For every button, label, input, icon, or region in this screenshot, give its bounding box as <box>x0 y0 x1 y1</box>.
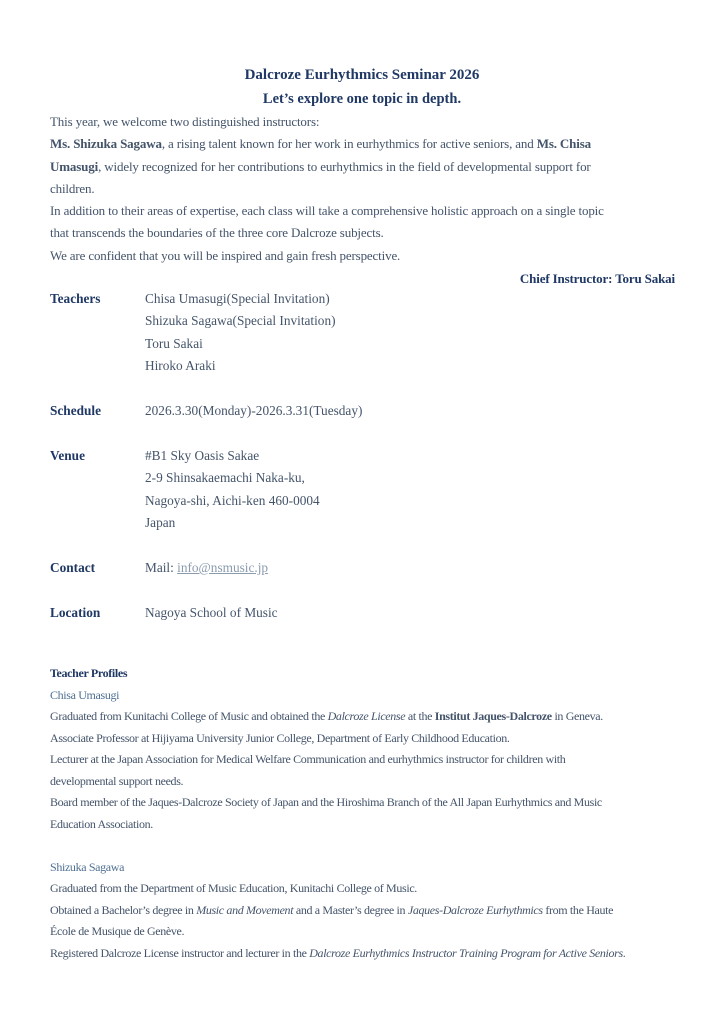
info-table <box>50 288 362 624</box>
text-run: Mail: <box>145 559 178 575</box>
text-run: #B1 Sky Oasis Sakae <box>145 447 260 463</box>
profile-paragraph-line <box>50 814 690 836</box>
profile-paragraph-line <box>50 900 690 922</box>
profile-paragraph-line <box>50 878 690 900</box>
text-run: Dalcroze License <box>327 709 406 723</box>
info-line <box>145 445 320 467</box>
info-row-contact <box>50 557 362 579</box>
profile-paragraph-line <box>50 749 690 771</box>
text-run: Jaques-Dalcroze Eurhythmics <box>407 902 543 917</box>
text-run: Board member of the Jaques-Dalcroze Society of Japan and the Hiroshima Branch of the All Japan Eurhythmics and Music <box>50 795 602 809</box>
text-run: Obtained a Bachelor’s degree in <box>50 902 197 917</box>
text-run: Umasugi <box>50 158 99 174</box>
intro-line <box>50 111 675 133</box>
text-run: Shizuka Sagawa(Special Invitation) <box>145 313 336 329</box>
info-row-location <box>50 602 362 624</box>
text-run: at the <box>405 709 435 723</box>
text-run: Graduated from the Department of Music Education, Kunitachi College of Music. <box>50 881 417 895</box>
text-run: In addition to their areas of expertise, each class will take a comprehensive holistic approach on a single topic <box>50 203 604 219</box>
text-run: 2-9 Shinsakaemachi Naka-ku, <box>145 470 305 486</box>
info-row-values <box>145 602 278 624</box>
text-run: developmental support needs. <box>50 773 184 788</box>
info-row-label: Contact <box>50 559 96 575</box>
profile-paragraph-line <box>50 792 690 814</box>
info-line <box>145 512 320 534</box>
info-line <box>145 310 336 332</box>
info-line <box>145 602 278 624</box>
profile-chisa-umasugi <box>50 685 690 836</box>
text-run: Institut Jaques-Dalcroze <box>434 709 552 723</box>
profile-name: Chisa Umasugi <box>50 687 120 702</box>
profiles-heading: Teacher Profiles <box>50 666 128 680</box>
text-run: that transcends the boundaries of the three core Dalcroze subjects. <box>50 225 384 241</box>
info-row-values <box>145 288 336 378</box>
info-line <box>145 557 268 579</box>
text-run: Japan <box>145 515 176 531</box>
info-row-values <box>145 400 362 422</box>
text-run: Registered Dalcroze License instructor and lecturer in the <box>50 945 310 960</box>
page-subtitle: Let’s explore one topic in depth. <box>262 91 462 107</box>
text-run: Chisa Umasugi(Special Invitation) <box>145 291 330 306</box>
email-link[interactable]: info@nsmusic.jp <box>177 559 269 575</box>
info-row-label: Venue <box>50 447 85 463</box>
profile-shizuka-sagawa <box>50 857 690 965</box>
text-run: Graduated from Kunitachi College of Music and obtained the <box>50 709 328 723</box>
profile-paragraph-line <box>50 771 690 793</box>
text-run: . <box>622 945 626 960</box>
info-row-label: Schedule <box>50 403 101 419</box>
profiles-section <box>50 663 690 964</box>
profile-paragraph-line <box>50 943 690 965</box>
text-run: École de Musique de Genève. <box>50 924 185 938</box>
text-run: in Geneva. <box>551 709 603 723</box>
text-run: from the Haute <box>542 902 614 917</box>
text-run: This year, we welcome two distinguished instructors: <box>50 114 320 129</box>
info-row-teachers <box>50 288 362 378</box>
text-run: Hiroko Araki <box>145 358 216 374</box>
title-block <box>0 63 724 111</box>
info-line <box>145 467 320 489</box>
intro-line <box>50 178 675 200</box>
text-run: Ms. Shizuka Sagawa <box>50 136 162 152</box>
text-run: Toru Sakai <box>145 335 203 351</box>
info-row-label: Location <box>50 604 101 620</box>
profile-paragraph-line <box>50 706 690 728</box>
text-run: children. <box>50 180 95 196</box>
text-run: Ms. Chisa <box>536 136 591 152</box>
intro-line <box>50 200 675 222</box>
text-run: Dalcroze Eurhythmics Instructor Training Program for Active Seniors <box>309 945 623 960</box>
text-run: Associate Professor at Hijiyama University Junior College, Department of Early Childhood Education. <box>50 730 510 745</box>
info-row-venue <box>50 445 362 535</box>
info-row-schedule <box>50 400 362 422</box>
info-line <box>145 355 336 377</box>
profile-name: Shizuka Sagawa <box>50 859 125 874</box>
page-title: Dalcroze Eurhythmics Seminar 2026 <box>244 67 480 83</box>
intro-line <box>50 222 675 244</box>
text-run: Nagoya-shi, Aichi-ken 460-0004 <box>145 492 320 508</box>
text-run: Nagoya School of Music <box>145 604 278 620</box>
info-row-values <box>145 557 268 579</box>
text-run: We are confident that you will be inspired and gain fresh perspective. <box>50 247 401 263</box>
intro-line <box>50 133 675 155</box>
profile-paragraph-line <box>50 921 690 943</box>
intro-section <box>50 111 675 290</box>
text-run: Education Association. <box>50 816 153 831</box>
text-run: 2026.3.30(Monday)-2026.3.31(Tuesday) <box>145 403 363 419</box>
text-run: , a rising talent known for her work in eurhythmics for active seniors, and <box>161 136 537 152</box>
info-line <box>145 400 362 422</box>
info-line <box>145 333 336 355</box>
text-run: , widely recognized for her contributions to eurhythmics in the field of developmental support for <box>98 158 591 174</box>
intro-line <box>50 156 675 178</box>
profiles-items <box>50 685 690 965</box>
text-run: Lecturer at the Japan Association for Medical Welfare Communication and eurhythmics instructor for children with <box>50 752 566 766</box>
intro-line <box>50 245 675 267</box>
info-row-label: Teachers <box>50 291 101 306</box>
text-run: Music and Movement <box>196 902 294 917</box>
profile-paragraph-line <box>50 728 690 750</box>
info-row-values <box>145 445 320 535</box>
info-line <box>145 288 336 310</box>
info-line <box>145 490 320 512</box>
text-run: and a Master’s degree in <box>293 902 408 917</box>
chief-instructor-line: Chief Instructor: Toru Sakai <box>519 271 675 287</box>
intro-paragraph <box>50 111 675 267</box>
